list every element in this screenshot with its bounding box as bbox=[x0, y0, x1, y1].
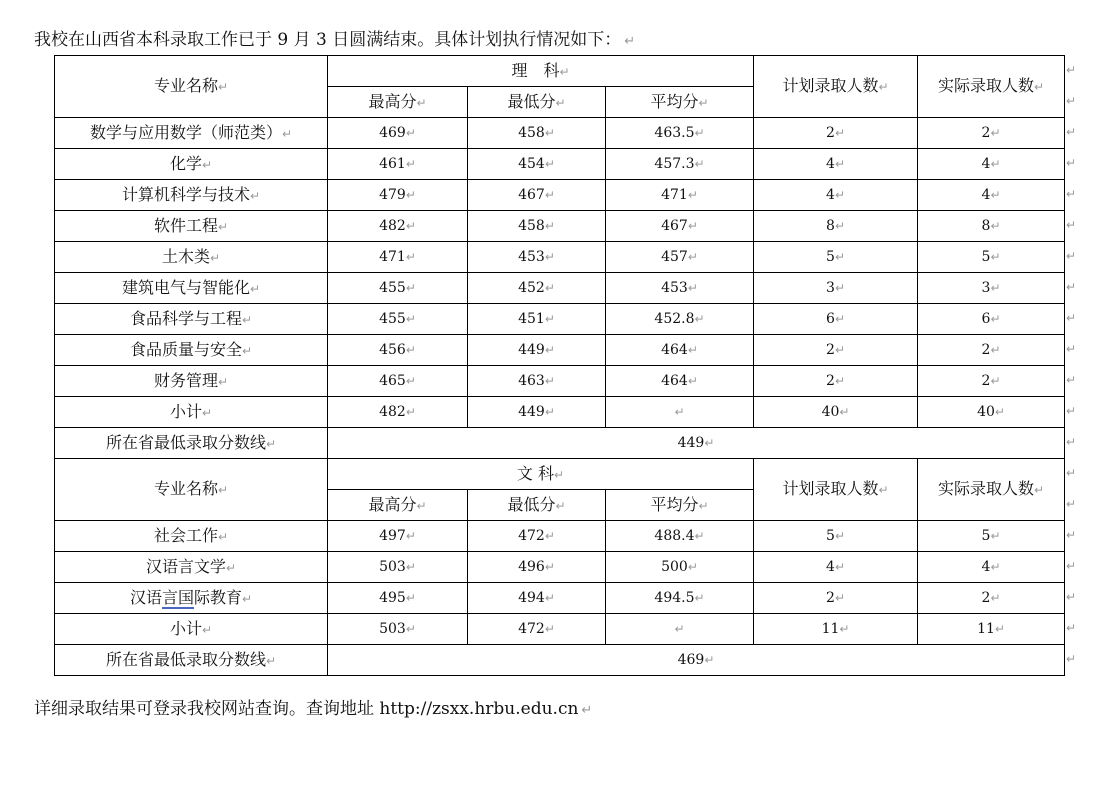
max-score-cell: 482↵ bbox=[328, 397, 468, 428]
min-score-cell: 451↵ bbox=[468, 304, 606, 335]
cell-mark-icon: ↵ bbox=[217, 219, 229, 234]
cell-mark-icon: ↵ bbox=[405, 374, 416, 388]
arts-header-row-1 bbox=[55, 459, 1065, 490]
row-end-mark-icon: ↵ bbox=[1066, 217, 1077, 232]
min-line-value: 449↵ bbox=[328, 428, 1065, 459]
cell-mark-icon: ↵ bbox=[994, 405, 1005, 419]
avg-score-cell: 467↵ bbox=[606, 211, 754, 242]
actual-count-cell: 3↵ bbox=[918, 273, 1065, 304]
cell-mark-icon: ↵ bbox=[209, 250, 221, 265]
cell-mark-icon: ↵ bbox=[834, 591, 845, 605]
arts-actual-header: 实际录取人数↵ bbox=[918, 459, 1065, 521]
major-cell: 汉语言文学↵ bbox=[55, 552, 328, 583]
max-score-cell: 456↵ bbox=[328, 335, 468, 366]
min-score-cell: 454↵ bbox=[468, 149, 606, 180]
max-score-cell: 495↵ bbox=[328, 583, 468, 614]
arts-avg-header: 平均分↵ bbox=[606, 490, 754, 521]
table-row bbox=[55, 211, 1065, 242]
cell-mark-icon: ↵ bbox=[554, 467, 565, 482]
actual-count-cell: 2↵ bbox=[918, 118, 1065, 149]
max-score-cell: 455↵ bbox=[328, 273, 468, 304]
cell-mark-icon: ↵ bbox=[990, 250, 1001, 264]
min-score-cell: 472↵ bbox=[468, 521, 606, 552]
row-end-mark-icon: ↵ bbox=[1066, 341, 1077, 356]
major-cell: 计算机科学与技术↵ bbox=[55, 180, 328, 211]
plan-count-cell: 2↵ bbox=[754, 335, 918, 366]
cell-mark-icon: ↵ bbox=[241, 591, 253, 606]
min-line-label: 所在省最低录取分数线↵ bbox=[55, 645, 328, 676]
cell-mark-icon: ↵ bbox=[687, 250, 698, 264]
table-row bbox=[55, 335, 1065, 366]
cell-mark-icon: ↵ bbox=[416, 498, 427, 513]
min-score-cell: 472↵ bbox=[468, 614, 606, 645]
plan-count-cell: 8↵ bbox=[754, 211, 918, 242]
cell-mark-icon: ↵ bbox=[544, 405, 555, 419]
cell-mark-icon: ↵ bbox=[201, 622, 213, 637]
cell-mark-icon: ↵ bbox=[555, 95, 566, 110]
row-end-mark-icon: ↵ bbox=[1066, 651, 1077, 666]
actual-count-cell: 11↵ bbox=[918, 614, 1065, 645]
table-row bbox=[55, 552, 1065, 583]
cell-mark-icon: ↵ bbox=[544, 250, 555, 264]
cell-mark-icon: ↵ bbox=[405, 405, 416, 419]
cell-mark-icon: ↵ bbox=[544, 126, 555, 140]
cell-mark-icon: ↵ bbox=[687, 281, 698, 295]
spellcheck-underline: 言国 bbox=[161, 587, 194, 607]
cell-mark-icon: ↵ bbox=[217, 80, 229, 94]
cell-mark-icon: ↵ bbox=[217, 374, 229, 389]
cell-mark-icon: ↵ bbox=[544, 560, 555, 574]
cell-mark-icon: ↵ bbox=[839, 405, 850, 419]
avg-score-cell: 494.5↵ bbox=[606, 583, 754, 614]
cell-mark-icon: ↵ bbox=[698, 95, 709, 110]
avg-score-cell: 453↵ bbox=[606, 273, 754, 304]
avg-score-cell: 500↵ bbox=[606, 552, 754, 583]
plan-count-cell: 4↵ bbox=[754, 180, 918, 211]
cell-mark-icon: ↵ bbox=[405, 188, 416, 202]
cell-mark-icon: ↵ bbox=[405, 157, 416, 171]
paragraph-mark-icon: ↵ bbox=[581, 703, 593, 718]
cell-mark-icon: ↵ bbox=[834, 560, 845, 574]
avg-score-cell: 471↵ bbox=[606, 180, 754, 211]
cell-mark-icon: ↵ bbox=[1033, 483, 1045, 497]
sciences-subtotal-row bbox=[55, 397, 1065, 428]
cell-mark-icon: ↵ bbox=[990, 157, 1001, 171]
cell-mark-icon: ↵ bbox=[834, 188, 845, 202]
cell-mark-icon: ↵ bbox=[990, 343, 1001, 357]
plan-count-cell: 4↵ bbox=[754, 552, 918, 583]
min-score-cell: 458↵ bbox=[468, 211, 606, 242]
arts-min-line-row bbox=[55, 645, 1065, 676]
major-cell: 软件工程↵ bbox=[55, 211, 328, 242]
cell-mark-icon: ↵ bbox=[990, 126, 1001, 140]
min-score-cell: 463↵ bbox=[468, 366, 606, 397]
cell-mark-icon: ↵ bbox=[834, 529, 845, 543]
cell-mark-icon: ↵ bbox=[674, 622, 685, 636]
cell-mark-icon: ↵ bbox=[225, 560, 237, 575]
avg-score-cell bbox=[606, 614, 754, 645]
min-score-cell: 452↵ bbox=[468, 273, 606, 304]
actual-count-cell: 2↵ bbox=[918, 583, 1065, 614]
max-score-cell: 503↵ bbox=[328, 552, 468, 583]
sciences-major-header: 专业名称↵ bbox=[55, 56, 328, 118]
arts-subtotal-row bbox=[55, 614, 1065, 645]
major-cell: 社会工作↵ bbox=[55, 521, 328, 552]
actual-count-cell: 4↵ bbox=[918, 149, 1065, 180]
plan-count-cell: 11↵ bbox=[754, 614, 918, 645]
cell-mark-icon: ↵ bbox=[994, 622, 1005, 636]
cell-mark-icon: ↵ bbox=[694, 312, 705, 326]
max-score-cell: 471↵ bbox=[328, 242, 468, 273]
plan-count-cell: 40↵ bbox=[754, 397, 918, 428]
plan-count-cell: 2↵ bbox=[754, 366, 918, 397]
sciences-avg-header: 平均分↵ bbox=[606, 87, 754, 118]
max-score-cell: 461↵ bbox=[328, 149, 468, 180]
intro-paragraph bbox=[34, 25, 635, 50]
cell-mark-icon: ↵ bbox=[405, 529, 416, 543]
sciences-actual-header: 实际录取人数↵ bbox=[918, 56, 1065, 118]
admission-table bbox=[54, 55, 1065, 676]
max-score-cell: 482↵ bbox=[328, 211, 468, 242]
min-score-cell: 467↵ bbox=[468, 180, 606, 211]
cell-mark-icon: ↵ bbox=[405, 219, 416, 233]
cell-mark-icon: ↵ bbox=[416, 95, 427, 110]
cell-mark-icon: ↵ bbox=[694, 126, 705, 140]
row-end-mark-icon: ↵ bbox=[1066, 558, 1077, 573]
avg-score-cell: 457↵ bbox=[606, 242, 754, 273]
cell-mark-icon: ↵ bbox=[990, 188, 1001, 202]
arts-max-header: 最高分↵ bbox=[328, 490, 468, 521]
cell-mark-icon: ↵ bbox=[201, 157, 213, 172]
row-end-mark-icon: ↵ bbox=[1066, 124, 1077, 139]
cell-mark-icon: ↵ bbox=[834, 343, 845, 357]
cell-mark-icon: ↵ bbox=[687, 188, 698, 202]
cell-mark-icon: ↵ bbox=[878, 483, 889, 497]
row-end-mark-icon: ↵ bbox=[1066, 465, 1077, 480]
actual-count-cell: 6↵ bbox=[918, 304, 1065, 335]
cell-mark-icon: ↵ bbox=[834, 374, 845, 388]
table-row bbox=[55, 118, 1065, 149]
cell-mark-icon: ↵ bbox=[544, 622, 555, 636]
table-row bbox=[55, 242, 1065, 273]
cell-mark-icon: ↵ bbox=[834, 219, 845, 233]
cell-mark-icon: ↵ bbox=[834, 126, 845, 140]
cell-mark-icon: ↵ bbox=[990, 560, 1001, 574]
actual-count-cell: 2↵ bbox=[918, 366, 1065, 397]
actual-count-cell: 40↵ bbox=[918, 397, 1065, 428]
cell-mark-icon: ↵ bbox=[559, 64, 570, 79]
table-row bbox=[55, 366, 1065, 397]
plan-count-cell: 5↵ bbox=[754, 521, 918, 552]
cell-mark-icon: ↵ bbox=[839, 622, 850, 636]
avg-score-cell: 463.5↵ bbox=[606, 118, 754, 149]
row-end-mark-icon: ↵ bbox=[1066, 403, 1077, 418]
cell-mark-icon: ↵ bbox=[698, 498, 709, 513]
avg-score-cell: 488.4↵ bbox=[606, 521, 754, 552]
table-row bbox=[55, 180, 1065, 211]
cell-mark-icon: ↵ bbox=[544, 343, 555, 357]
major-cell: 化学↵ bbox=[55, 149, 328, 180]
row-end-mark-icon: ↵ bbox=[1066, 496, 1077, 511]
table-row bbox=[55, 583, 1065, 614]
cell-mark-icon: ↵ bbox=[990, 281, 1001, 295]
min-score-cell: 449↵ bbox=[468, 335, 606, 366]
arts-min-header: 最低分↵ bbox=[468, 490, 606, 521]
cell-mark-icon: ↵ bbox=[694, 529, 705, 543]
cell-mark-icon: ↵ bbox=[1033, 80, 1045, 94]
sciences-plan-header: 计划录取人数↵ bbox=[754, 56, 918, 118]
cell-mark-icon: ↵ bbox=[241, 343, 253, 358]
cell-mark-icon: ↵ bbox=[990, 529, 1001, 543]
table-row bbox=[55, 304, 1065, 335]
cell-mark-icon: ↵ bbox=[687, 343, 698, 357]
subtotal-label: 小计↵ bbox=[55, 614, 328, 645]
cell-mark-icon: ↵ bbox=[544, 188, 555, 202]
cell-mark-icon: ↵ bbox=[687, 560, 698, 574]
cell-mark-icon: ↵ bbox=[704, 653, 715, 667]
major-cell: 食品科学与工程↵ bbox=[55, 304, 328, 335]
plan-count-cell: 4↵ bbox=[754, 149, 918, 180]
cell-mark-icon: ↵ bbox=[834, 250, 845, 264]
cell-mark-icon: ↵ bbox=[990, 591, 1001, 605]
plan-count-cell: 6↵ bbox=[754, 304, 918, 335]
cell-mark-icon: ↵ bbox=[405, 622, 416, 636]
cell-mark-icon: ↵ bbox=[405, 343, 416, 357]
subtotal-label: 小计↵ bbox=[55, 397, 328, 428]
row-end-mark-icon: ↵ bbox=[1066, 279, 1077, 294]
max-score-cell: 469↵ bbox=[328, 118, 468, 149]
plan-count-cell: 3↵ bbox=[754, 273, 918, 304]
sciences-header-row-1 bbox=[55, 56, 1065, 87]
cell-mark-icon: ↵ bbox=[405, 560, 416, 574]
max-score-cell: 465↵ bbox=[328, 366, 468, 397]
actual-count-cell: 5↵ bbox=[918, 242, 1065, 273]
cell-mark-icon: ↵ bbox=[990, 374, 1001, 388]
arts-major-header: 专业名称↵ bbox=[55, 459, 328, 521]
cell-mark-icon: ↵ bbox=[265, 436, 277, 451]
sciences-min-line-row bbox=[55, 428, 1065, 459]
arts-plan-header: 计划录取人数↵ bbox=[754, 459, 918, 521]
table-row bbox=[55, 273, 1065, 304]
cell-mark-icon: ↵ bbox=[544, 312, 555, 326]
cell-mark-icon: ↵ bbox=[544, 591, 555, 605]
cell-mark-icon: ↵ bbox=[544, 374, 555, 388]
row-end-mark-icon: ↵ bbox=[1066, 434, 1077, 449]
min-score-cell: 449↵ bbox=[468, 397, 606, 428]
plan-count-cell: 2↵ bbox=[754, 118, 918, 149]
avg-score-cell bbox=[606, 397, 754, 428]
cell-mark-icon: ↵ bbox=[704, 436, 715, 450]
cell-mark-icon: ↵ bbox=[217, 529, 229, 544]
major-cell: 汉语言国际教育↵ bbox=[55, 583, 328, 614]
cell-mark-icon: ↵ bbox=[544, 157, 555, 171]
major-cell: 土木类↵ bbox=[55, 242, 328, 273]
cell-mark-icon: ↵ bbox=[544, 529, 555, 543]
cell-mark-icon: ↵ bbox=[405, 591, 416, 605]
cell-mark-icon: ↵ bbox=[694, 157, 705, 171]
cell-mark-icon: ↵ bbox=[265, 653, 277, 668]
major-cell: 财务管理↵ bbox=[55, 366, 328, 397]
cell-mark-icon: ↵ bbox=[217, 483, 229, 497]
row-end-mark-icon: ↵ bbox=[1066, 620, 1077, 635]
cell-mark-icon: ↵ bbox=[674, 405, 685, 419]
cell-mark-icon: ↵ bbox=[878, 80, 889, 94]
cell-mark-icon: ↵ bbox=[241, 312, 253, 327]
avg-score-cell: 452.8↵ bbox=[606, 304, 754, 335]
cell-mark-icon: ↵ bbox=[834, 312, 845, 326]
outro-paragraph bbox=[34, 694, 592, 719]
major-cell: 数学与应用数学（师范类）↵ bbox=[55, 118, 328, 149]
row-end-mark-icon: ↵ bbox=[1066, 62, 1077, 77]
row-end-mark-icon: ↵ bbox=[1066, 186, 1077, 201]
max-score-cell: 455↵ bbox=[328, 304, 468, 335]
cell-mark-icon: ↵ bbox=[687, 219, 698, 233]
table-row bbox=[55, 149, 1065, 180]
cell-mark-icon: ↵ bbox=[249, 188, 261, 203]
cell-mark-icon: ↵ bbox=[249, 281, 261, 296]
avg-score-cell: 464↵ bbox=[606, 366, 754, 397]
actual-count-cell: 4↵ bbox=[918, 180, 1065, 211]
avg-score-cell: 457.3↵ bbox=[606, 149, 754, 180]
plan-count-cell: 5↵ bbox=[754, 242, 918, 273]
cell-mark-icon: ↵ bbox=[834, 157, 845, 171]
row-end-mark-icon: ↵ bbox=[1066, 155, 1077, 170]
row-end-mark-icon: ↵ bbox=[1066, 93, 1077, 108]
plan-count-cell: 2↵ bbox=[754, 583, 918, 614]
min-score-cell: 496↵ bbox=[468, 552, 606, 583]
actual-count-cell: 2↵ bbox=[918, 335, 1065, 366]
cell-mark-icon: ↵ bbox=[694, 591, 705, 605]
sciences-min-header: 最低分↵ bbox=[468, 87, 606, 118]
cell-mark-icon: ↵ bbox=[990, 219, 1001, 233]
cell-mark-icon: ↵ bbox=[405, 126, 416, 140]
row-end-mark-icon: ↵ bbox=[1066, 248, 1077, 263]
arts-group-header: 文 科↵ bbox=[328, 459, 754, 490]
outro-text: 详细录取结果可登录我校网站查询。查询地址 http://zsxx.hrbu.edu.cn bbox=[34, 699, 579, 719]
table-row bbox=[55, 521, 1065, 552]
max-score-cell: 497↵ bbox=[328, 521, 468, 552]
major-cell: 食品质量与安全↵ bbox=[55, 335, 328, 366]
paragraph-mark-icon: ↵ bbox=[624, 34, 636, 49]
avg-score-cell: 464↵ bbox=[606, 335, 754, 366]
cell-mark-icon: ↵ bbox=[405, 281, 416, 295]
cell-mark-icon: ↵ bbox=[281, 126, 293, 141]
cell-mark-icon: ↵ bbox=[405, 312, 416, 326]
cell-mark-icon: ↵ bbox=[687, 374, 698, 388]
row-end-mark-icon: ↵ bbox=[1066, 372, 1077, 387]
cell-mark-icon: ↵ bbox=[544, 219, 555, 233]
max-score-cell: 503↵ bbox=[328, 614, 468, 645]
major-cell: 建筑电气与智能化↵ bbox=[55, 273, 328, 304]
cell-mark-icon: ↵ bbox=[990, 312, 1001, 326]
row-end-mark-icon: ↵ bbox=[1066, 589, 1077, 604]
row-end-mark-icon: ↵ bbox=[1066, 310, 1077, 325]
cell-mark-icon: ↵ bbox=[555, 498, 566, 513]
cell-mark-icon: ↵ bbox=[544, 281, 555, 295]
actual-count-cell: 8↵ bbox=[918, 211, 1065, 242]
min-score-cell: 458↵ bbox=[468, 118, 606, 149]
min-line-value: 469↵ bbox=[328, 645, 1065, 676]
actual-count-cell: 4↵ bbox=[918, 552, 1065, 583]
sciences-group-header: 理 科↵ bbox=[328, 56, 754, 87]
max-score-cell: 479↵ bbox=[328, 180, 468, 211]
intro-text: 我校在山西省本科录取工作已于 9 月 3 日圆满结束。具体计划执行情况如下： bbox=[34, 30, 622, 50]
min-line-label: 所在省最低录取分数线↵ bbox=[55, 428, 328, 459]
cell-mark-icon: ↵ bbox=[201, 405, 213, 420]
min-score-cell: 453↵ bbox=[468, 242, 606, 273]
cell-mark-icon: ↵ bbox=[834, 281, 845, 295]
actual-count-cell: 5↵ bbox=[918, 521, 1065, 552]
row-end-mark-icon: ↵ bbox=[1066, 527, 1077, 542]
cell-mark-icon: ↵ bbox=[405, 250, 416, 264]
sciences-max-header: 最高分↵ bbox=[328, 87, 468, 118]
min-score-cell: 494↵ bbox=[468, 583, 606, 614]
